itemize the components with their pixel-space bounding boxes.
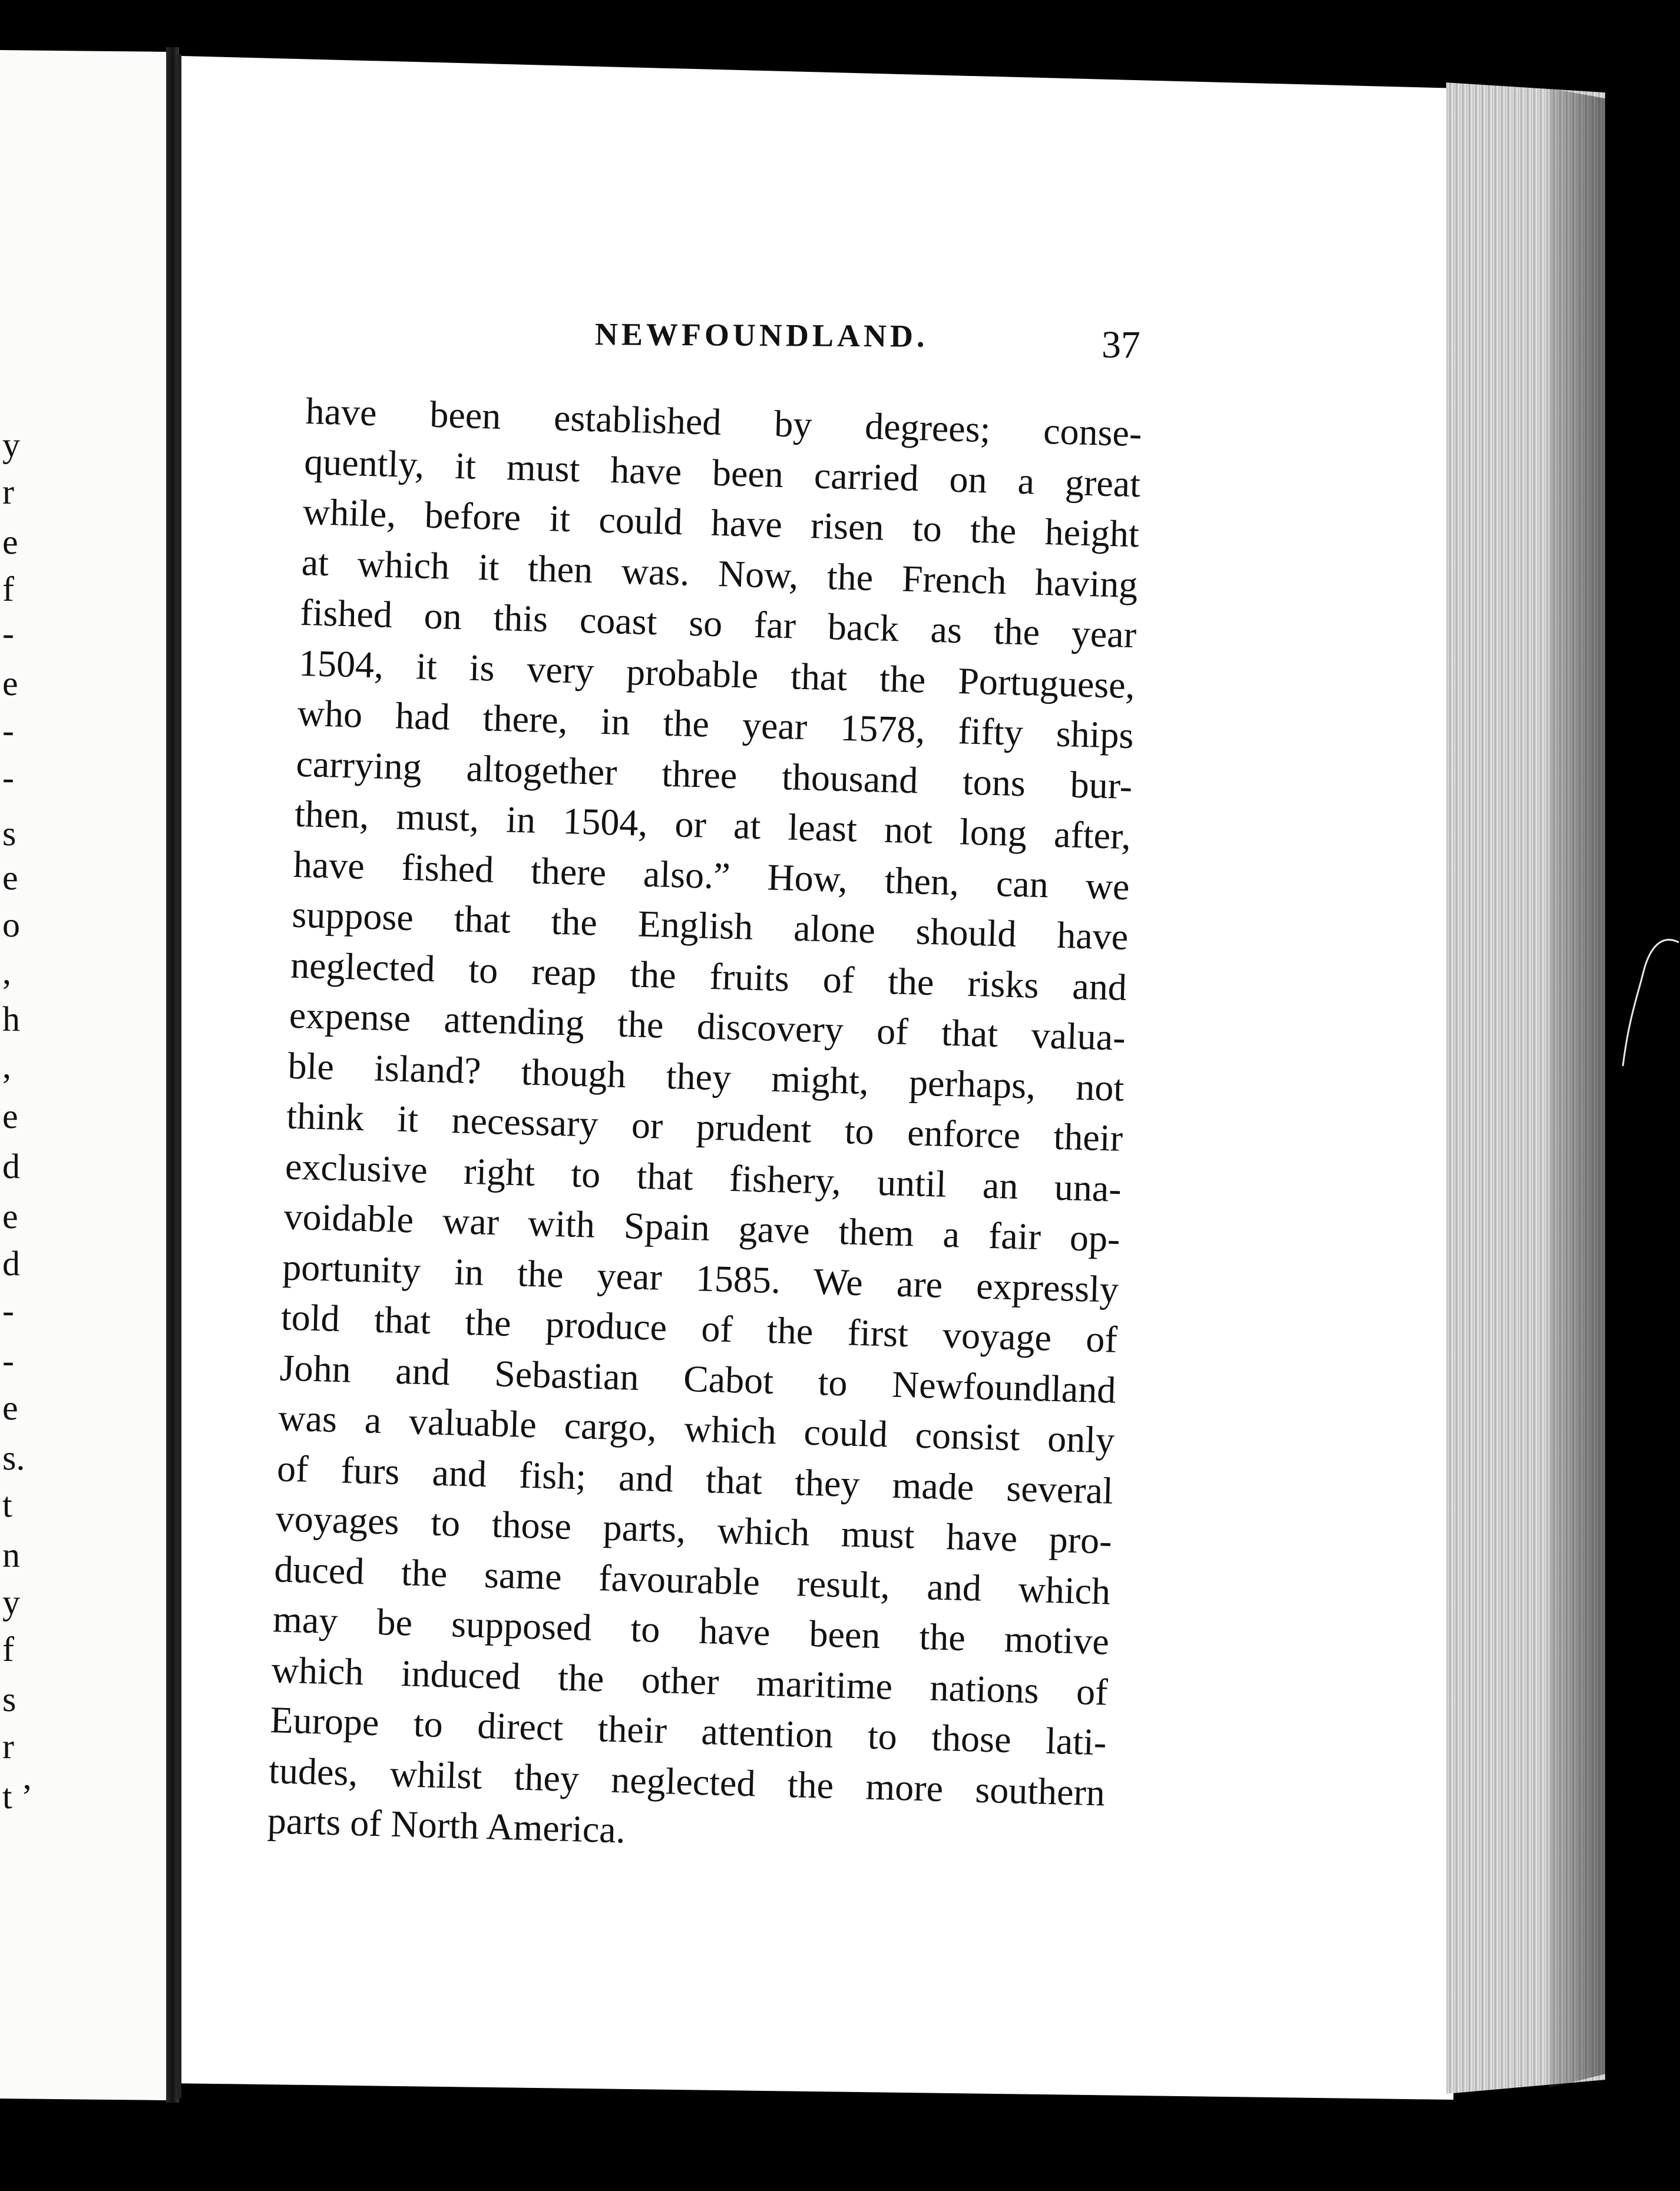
previous-page-fragment: d [2,1244,20,1283]
previous-page-fragment: e [2,858,18,898]
text-line: parts of North America. [267,1799,626,1851]
text-line: while, before it could have risen to the height [302,490,1140,555]
previous-page-fragment: , [2,1047,11,1086]
previous-page-fragment: h [2,999,20,1039]
text-line: carrying altogether three thousand tons bur- [295,742,1133,807]
previous-page-fragment: e [2,664,18,703]
previous-page-fragments [0,50,166,2100]
previous-page-fragment: d [2,1147,20,1186]
previous-page-fragment: s [2,1680,16,1719]
text-line: voidable war with Spain gave them a fair op- [283,1195,1121,1260]
bookmark-thread [1602,931,1680,1072]
text-line: suppose that the English alone should have [291,893,1129,958]
previous-page-fragment: o [2,905,20,945]
previous-page-fragment: , [2,952,11,992]
text-line: which induced the other maritime nations of [271,1648,1109,1713]
previous-page-fragment: r [2,1727,14,1766]
text-line: was a valuable cargo, which could consist only [277,1396,1116,1461]
previous-page-edge [0,50,166,2100]
text-line: ble island? though they might, perhaps, not [287,1044,1125,1109]
text-line: have been established by degrees; conse- [305,389,1143,455]
text-line: portunity in the year 1585. We are expressly [282,1245,1119,1310]
running-head: NEWFOUNDLAND. [594,316,928,354]
previous-page-fragment: t ’ [2,1777,33,1816]
previous-page-fragment: - [2,1341,14,1381]
text-line: John and Sebastian Cabot to Newfoundland [279,1346,1117,1411]
text-line: expense attending the discovery of that valua- [289,994,1126,1059]
page-edges-shadow [1549,88,1605,2088]
text-line: tudes, whilst they neglected the more southern [268,1749,1106,1814]
previous-page-fragment: e [2,522,18,562]
previous-page-fragment: s. [2,1438,25,1478]
previous-page-fragment: - [2,614,14,653]
text-line: 1504, it is very probable that the Portuguese, [298,641,1136,706]
previous-page-fragment: t [2,1485,12,1525]
text-line: quently, it must have been carried on a great [303,440,1141,505]
previous-page-fragment: - [2,711,14,750]
text-line: have fished there also.” How, then, can we [293,843,1130,908]
previous-page-fragment: r [2,472,14,512]
previous-page-fragment: y [2,1583,20,1622]
page-number: 37 [1102,323,1140,366]
previous-page-fragment: e [2,1388,18,1428]
text-line: may be supposed to have been the motive [272,1598,1110,1663]
gutter-line [177,54,181,2098]
text-line: voyages to those parts, which must have pro- [275,1497,1113,1562]
body-text [267,386,1143,1868]
text-line: exclusive right to that fishery, until an una- [285,1145,1122,1210]
previous-page-fragment: f [2,570,14,609]
previous-page-fragment: s [2,814,16,853]
text-line: fished on this coast so far back as the year [299,591,1137,656]
previous-page-fragment: e [2,1197,18,1236]
previous-page-fragment: e [2,1097,18,1136]
previous-page-fragment: - [2,1291,14,1331]
previous-page-fragment: - [2,758,14,797]
text-line: who had there, in the year 1578, fifty ships [297,691,1135,757]
text-line: duced the same favourable result, and which [273,1547,1112,1613]
previous-page-fragment: y [2,425,20,465]
text-line: at which it then was. Now, the French having [300,541,1139,605]
text-line: think it necessary or prudent to enforce their [286,1094,1123,1159]
text-line: of furs and fish; and that they made several [276,1447,1114,1512]
text-line: told that the produce of the first voyage of [280,1296,1118,1361]
text-line: then, must, in 1504, or at least not long after, [294,792,1132,858]
text-line: neglected to reap the fruits of the risks and [290,944,1127,1008]
previous-page-fragment: f [2,1630,14,1669]
text-line: Europe to direct their attention to those lati- [269,1699,1107,1763]
previous-page-fragment: n [2,1535,20,1575]
